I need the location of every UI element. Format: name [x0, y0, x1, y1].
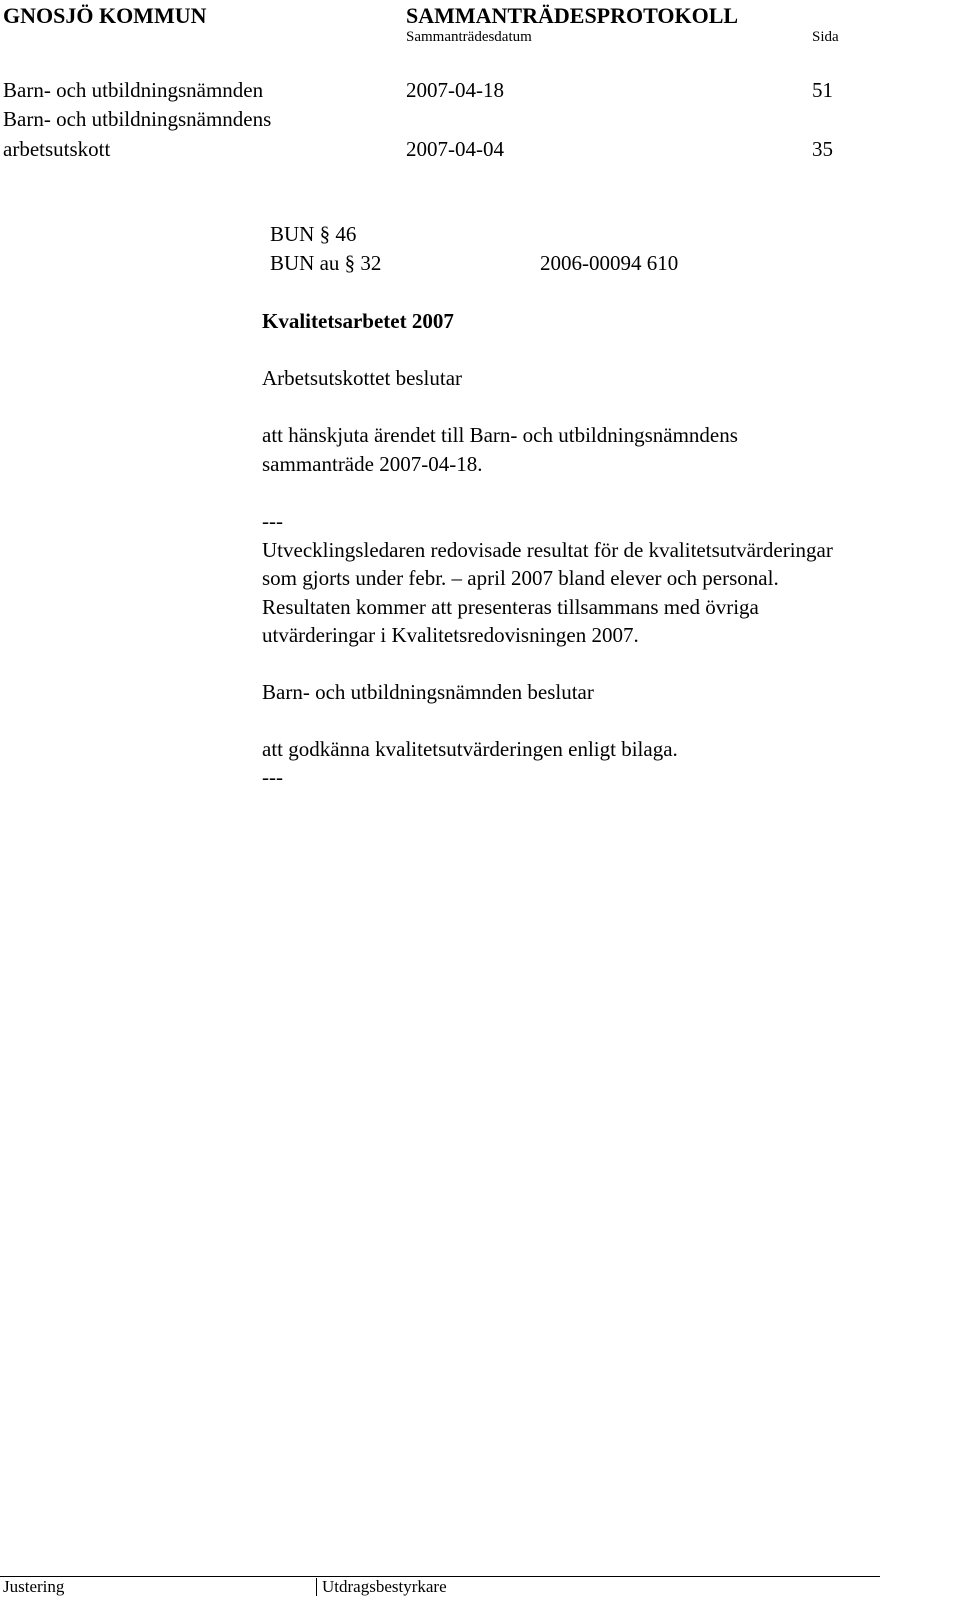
- report-text-line: Resultaten kommer att presenteras tillsammans med övriga: [262, 595, 759, 619]
- meeting-date: 2007-04-18: [406, 78, 504, 102]
- footer-divider: [316, 1578, 317, 1596]
- meeting-body-name: Barn- och utbildningsnämnden: [3, 78, 264, 102]
- board-decision-heading: Barn- och utbildningsnämnden beslutar: [262, 680, 594, 704]
- separator: ---: [262, 509, 283, 533]
- board-decision-text: att godkänna kvalitetsutvärderingen enligt bilaga.: [262, 737, 678, 761]
- document-type: SAMMANTRÄDESPROTOKOLL: [406, 3, 739, 28]
- case-title: Kvalitetsarbetet 2007: [262, 309, 454, 333]
- meeting-body-name-cont: arbetsutskott: [3, 137, 111, 161]
- diary-number: 2006-00094 610: [540, 251, 679, 275]
- meeting-date: 2007-04-04: [406, 137, 504, 161]
- committee-decision-text-cont: sammanträde 2007-04-18.: [262, 452, 483, 476]
- footer-utdrag-label: Utdragsbestyrkare: [322, 1577, 447, 1596]
- footer-justering-label: Justering: [3, 1577, 65, 1596]
- committee-decision-heading: Arbetsutskottet beslutar: [262, 366, 463, 390]
- meeting-page: 35: [812, 137, 833, 161]
- date-column-label: Sammanträdesdatum: [406, 29, 532, 45]
- committee-decision-text: att hänskjuta ärendet till Barn- och utbildningsnämndens: [262, 423, 738, 447]
- separator: ---: [262, 765, 283, 789]
- paragraph-ref-bun: BUN § 46: [270, 222, 357, 246]
- meeting-page: 51: [812, 78, 833, 102]
- organization-name: GNOSJÖ KOMMUN: [3, 3, 207, 28]
- report-text-line: Utvecklingsledaren redovisade resultat för de kvalitetsutvärderingar: [262, 538, 833, 562]
- report-text-line: som gjorts under febr. – april 2007 bland elever och personal.: [262, 566, 779, 590]
- meeting-body-name: Barn- och utbildningsnämndens: [3, 107, 272, 131]
- report-text-line: utvärderingar i Kvalitetsredovisningen 2007.: [262, 623, 639, 647]
- page-column-label: Sida: [812, 29, 839, 45]
- paragraph-ref-au: BUN au § 32: [270, 251, 382, 275]
